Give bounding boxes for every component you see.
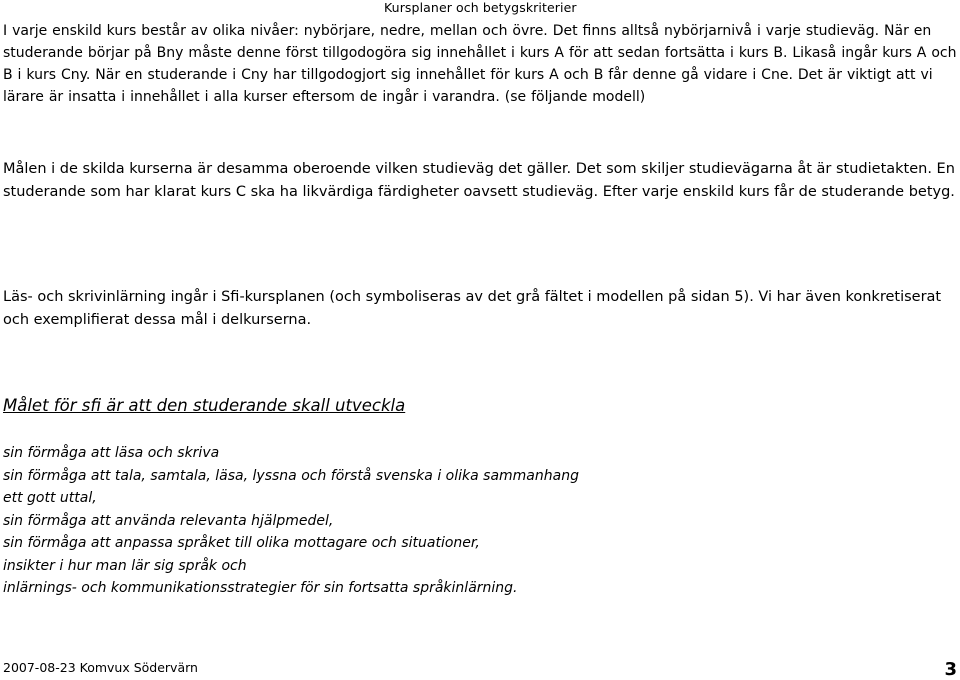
goal-item: sin förmåga att läsa och skriva: [3, 445, 220, 461]
footer-date-organization: 2007-08-23 Komvux Södervärn: [3, 660, 198, 675]
paragraph-course-levels: I varje enskild kurs består av olika nivåer: nybörjare, nedre, mellan och övre. Det finns alltså nybörjarnivå i varje studieväg. När en studerande börjar på Bny måste denne först tillgodogöra sig innehållet i kurs A för att sedan fortsätta i kurs B. Likaså ingår kurs A och B i kurs Cny. När en studerande i Cny har tillgodogjort sig innehållet för kurs A och B får denne gå vidare i Cne. Det är viktigt att vi lärare är insatta i innehållet i alla kurser eftersom de ingår i varandra. (se följande modell): [3, 23, 957, 105]
goal-item: sin förmåga att anpassa språket till olika mottagare och situationer,: [3, 535, 480, 551]
page-number: 3: [944, 659, 957, 680]
goal-item: inlärnings- och kommunikationsstrategier för sin fortsatta språkinlärning.: [3, 580, 518, 596]
goal-item: insikter i hur man lär sig språk och: [3, 557, 247, 574]
goals-heading: Målet för sfi är att den studerande skall utveckla: [3, 396, 406, 415]
goal-item: sin förmåga att tala, samtala, läsa, lyssna och förstå svenska i olika sammanhang: [3, 467, 579, 484]
goals-list: [3, 442, 579, 600]
paragraph-literacy: Läs- och skrivinlärning ingår i Sfi-kursplanen (och symboliseras av det grå fältet i modellen på sidan 5). Vi har även konkretiserat och exemplifierat dessa mål i delkurserna.: [3, 289, 942, 328]
page-header-title: Kursplaner och betygskriterier: [384, 0, 577, 15]
goal-item: sin förmåga att använda relevanta hjälpmedel,: [3, 512, 334, 529]
goal-item: ett gott uttal,: [3, 490, 97, 506]
paragraph-course-goals: Målen i de skilda kurserna är desamma oberoende vilken studieväg det gäller. Det som skiljer studievägarna åt är studietakten. En studerande som har klarat kurs C ska ha likvärdiga färdigheter oavsett studieväg. Efter varje enskild kurs får de studerande betyg.: [3, 161, 955, 200]
